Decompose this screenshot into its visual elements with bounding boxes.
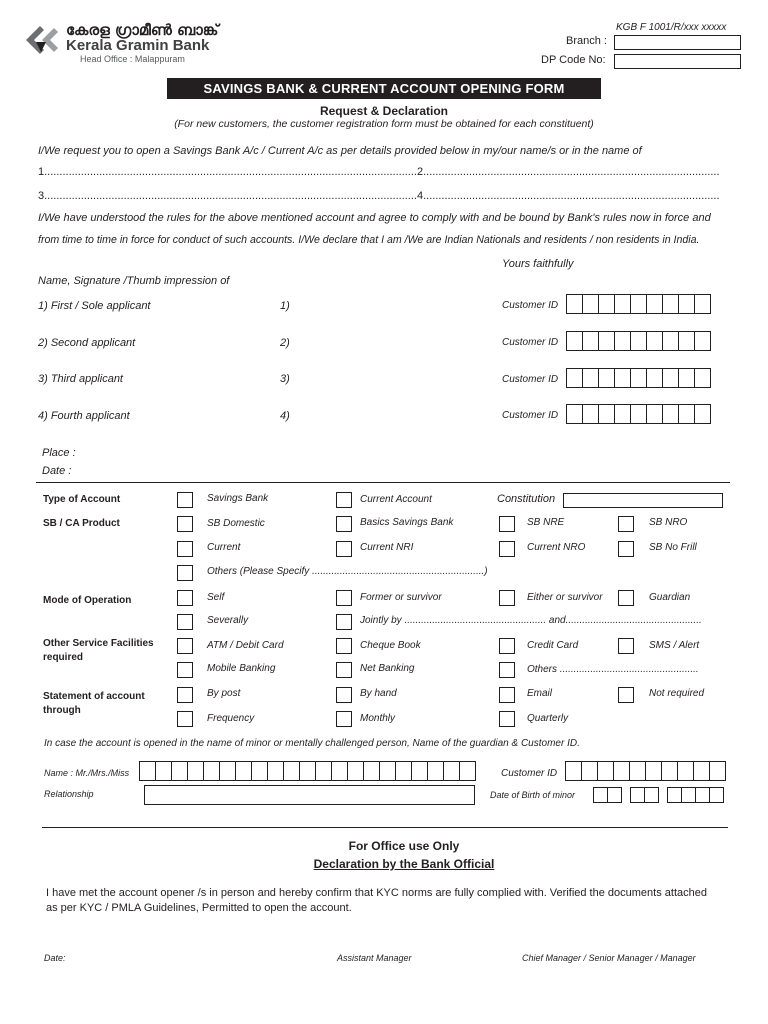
by-hand-label: By hand [360,688,397,699]
office-date-label: Date: [44,953,66,963]
customer-id-field-2[interactable] [567,331,711,351]
guardian-checkbox[interactable] [618,590,634,606]
sb-nre-checkbox[interactable] [499,516,515,532]
current-account-label: Current Account [360,494,432,505]
current-label: Current [207,542,241,553]
applicant-name-line-1[interactable]: 1..........................................................................................................................2................................................................................................. [38,166,720,178]
other-services-label: Other Service Facilities [43,638,154,649]
quarterly-checkbox[interactable] [499,711,515,727]
sb-domestic-checkbox[interactable] [177,516,193,532]
applicant-3-label: 3) Third applicant [38,373,123,385]
declaration-line-2: from time to time in force for conduct of such accounts. I/We declare that I am /We are Indian Nationals and residents / non residents in India. [38,234,700,246]
customer-id-label: Customer ID [502,374,559,385]
form-title: SAVINGS BANK & CURRENT ACCOUNT OPENING FORM [167,78,601,99]
savings-bank-checkbox[interactable] [177,492,193,508]
credit-card-checkbox[interactable] [499,638,515,654]
dob-month-field[interactable] [631,787,659,807]
sb-domestic-label: SB Domestic [207,518,265,529]
current-nri-label: Current NRI [360,542,414,553]
relationship-label: Relationship [44,789,94,799]
assistant-manager-label: Assistant Manager [337,953,412,963]
applicant-4-label: 4) Fourth applicant [38,410,130,422]
place-label: Place : [42,447,76,459]
form-subtitle: Request & Declaration [319,104,449,118]
by-hand-checkbox[interactable] [336,687,352,703]
severally-label: Severally [207,615,249,626]
statement-label: Statement of account [43,691,145,702]
customer-id-label: Customer ID [502,337,559,348]
divider [36,482,730,483]
current-account-checkbox[interactable] [336,492,352,508]
monthly-checkbox[interactable] [336,711,352,727]
sb-ca-product-label: SB / CA Product [43,518,120,529]
dob-year-field[interactable] [668,787,724,807]
statement-label-2: through [43,705,81,716]
others-service-label: Others .................................................. [527,664,699,675]
cheque-book-checkbox[interactable] [336,638,352,654]
current-nro-label: Current NRO [527,542,586,553]
form-code: KGB F 1001/R/xxx xxxxx [616,22,727,33]
sb-nro-label: SB NRO [649,517,688,528]
self-checkbox[interactable] [177,590,193,606]
branch-label: Branch : [566,35,607,47]
guardian-name-field[interactable] [140,761,476,781]
applicant-2-label: 2) Second applicant [38,337,136,349]
others-product-checkbox[interactable] [177,565,193,581]
frequency-label: Frequency [207,713,255,724]
jointly-checkbox[interactable] [336,614,352,630]
sb-no-frill-label: SB No Frill [649,542,697,553]
current-nri-checkbox[interactable] [336,541,352,557]
declaration-line-1: I/We have understood the rules for the above mentioned account and agree to comply with and be bound by Bank's rules now in force and [38,212,711,224]
quarterly-label: Quarterly [527,713,569,724]
yours-faithfully: Yours faithfully [502,258,574,270]
current-nro-checkbox[interactable] [499,541,515,557]
former-survivor-label: Former or survivor [360,592,442,603]
applicant-name-line-2[interactable]: 3..........................................................................................................................4................................................................................................. [38,190,720,202]
official-declaration-text-1: I have met the account opener /s in person and hereby confirm that KYC norms are fully complied with. Verified the documents attached [46,887,707,899]
request-text: I/We request you to open a Savings Bank A/c / Current A/c as per details provided below in my/our name/s or in the name of [38,145,642,157]
dp-code-label: DP Code No: [541,54,606,66]
not-required-checkbox[interactable] [618,687,634,703]
former-survivor-checkbox[interactable] [336,590,352,606]
current-checkbox[interactable] [177,541,193,557]
constitution-field[interactable] [563,493,723,508]
sms-alert-checkbox[interactable] [618,638,634,654]
type-of-account-label: Type of Account [43,494,121,505]
guardian-customer-id-label: Customer ID [501,768,558,779]
other-services-label-2: required [43,652,84,663]
branch-field[interactable] [614,35,741,50]
customer-id-label: Customer ID [502,410,559,421]
applicant-1-label: 1) First / Sole applicant [38,300,151,312]
signature-heading: Name, Signature /Thumb impression of [38,275,230,287]
bank-name-malayalam: കേരള ഗ്രാമീൺ ബാങ്ക് [66,21,219,39]
bank-name: Kerala Gramin Bank [66,37,210,54]
sb-nre-label: SB NRE [527,517,565,528]
email-checkbox[interactable] [499,687,515,703]
head-office: Head Office : Malappuram [80,54,185,64]
not-required-label: Not required [649,688,705,699]
frequency-checkbox[interactable] [177,711,193,727]
net-banking-checkbox[interactable] [336,662,352,678]
form-note: (For new customers, the customer registration form must be obtained for each constituent) [174,118,594,130]
jointly-label: Jointly by ................................................... and................................................. [360,615,702,626]
office-use-heading: For Office use Only [348,839,460,853]
severally-checkbox[interactable] [177,614,193,630]
minor-note: In case the account is opened in the name of minor or mentally challenged person, Name of the guardian & Customer ID. [44,738,580,749]
dp-code-field[interactable] [614,54,741,69]
atm-card-checkbox[interactable] [177,638,193,654]
dob-day-field[interactable] [594,787,622,807]
basics-savings-label: Basics Savings Bank [360,517,454,528]
guardian-label: Guardian [649,592,691,603]
others-service-checkbox[interactable] [499,662,515,678]
dob-minor-label: Date of Birth of minor [490,790,576,800]
mobile-banking-checkbox[interactable] [177,662,193,678]
divider [42,827,728,828]
by-post-label: By post [207,688,241,699]
customer-id-field-3[interactable] [567,368,711,388]
either-survivor-label: Either or survivor [527,592,603,603]
sms-alert-label: SMS / Alert [649,640,700,651]
guardian-name-label: Name : Mr./Mrs./Miss [44,768,130,778]
customer-id-label: Customer ID [502,300,559,311]
official-declaration-text-2: as per KYC / PMLA Guidelines, Permitted to open the account. [46,902,352,914]
sb-nro-checkbox[interactable] [618,516,634,532]
applicant-2-signature: 2) [280,337,290,349]
mobile-banking-label: Mobile Banking [207,663,276,674]
relationship-field[interactable] [144,785,475,805]
constitution-label: Constitution [497,493,556,505]
atm-card-label: ATM / Debit Card [207,640,284,651]
date-label: Date : [42,465,72,477]
official-declaration-heading: Declaration by the Bank Official [313,857,495,871]
applicant-4-signature: 4) [280,410,290,422]
cheque-book-label: Cheque Book [360,640,421,651]
sb-no-frill-checkbox[interactable] [618,541,634,557]
others-specify-label: Others (Please Specify ..............................................................) [207,566,488,577]
applicant-1-signature: 1) [280,300,290,312]
guardian-customer-id-field[interactable] [566,761,726,781]
net-banking-label: Net Banking [360,663,415,674]
by-post-checkbox[interactable] [177,687,193,703]
email-label: Email [527,688,553,699]
basics-savings-checkbox[interactable] [336,516,352,532]
either-survivor-checkbox[interactable] [499,590,515,606]
bank-logo-icon [24,22,64,58]
customer-id-field-1[interactable] [567,294,711,314]
mode-of-operation-label: Mode of Operation [43,595,132,606]
customer-id-field-4[interactable] [567,404,711,424]
credit-card-label: Credit Card [527,640,579,651]
self-label: Self [207,592,225,603]
applicant-3-signature: 3) [280,373,290,385]
chief-manager-label: Chief Manager / Senior Manager / Manager [522,953,696,963]
monthly-label: Monthly [360,713,396,724]
savings-bank-label: Savings Bank [207,493,269,504]
